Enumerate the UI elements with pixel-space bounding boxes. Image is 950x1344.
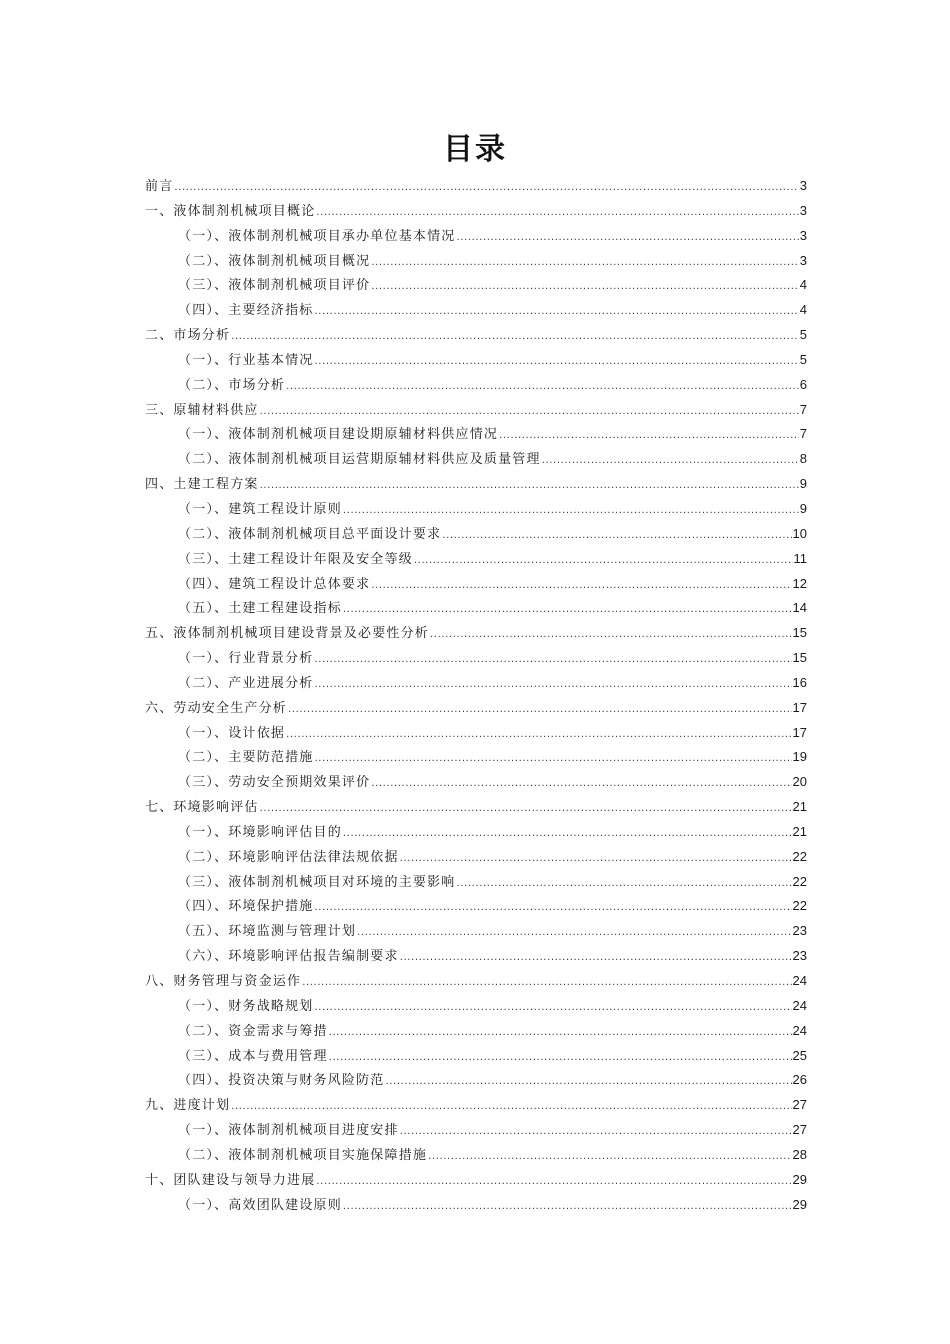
toc-entry-title: （二）、环境影响评估法律法规依据 (178, 849, 399, 865)
toc-entry-title: 前言 (145, 179, 174, 194)
toc-section-entry[interactable] (145, 621, 807, 646)
toc-entry-title: （五）、土建工程建设指标 (178, 601, 342, 617)
toc-subsection-entry[interactable] (145, 870, 807, 895)
toc-subsection-entry[interactable] (145, 721, 807, 746)
toc-page-number: 7 (799, 401, 807, 417)
toc-entry-title: （一）、液体制剂机械项目建设期原辅材料供应情况 (178, 427, 499, 443)
toc-section-entry[interactable] (145, 795, 807, 820)
toc-dot-leader (302, 971, 791, 996)
toc-subsection-entry[interactable] (145, 770, 807, 795)
toc-dot-leader (315, 896, 792, 921)
toc-subsection-entry[interactable] (145, 547, 807, 572)
toc-page-number: 8 (799, 451, 807, 467)
toc-entry-title: （三）、成本与费用管理 (178, 1048, 328, 1064)
toc-entry-title: （三）、土建工程设计年限及安全等级 (178, 551, 413, 567)
toc-section-entry[interactable] (145, 1168, 807, 1193)
table-of-contents (145, 174, 807, 1217)
toc-page-number: 3 (799, 252, 807, 268)
toc-dot-leader (357, 921, 791, 946)
toc-subsection-entry[interactable] (145, 447, 807, 472)
toc-page-number: 27 (792, 1122, 807, 1138)
toc-dot-leader (371, 275, 798, 300)
toc-section-entry[interactable] (145, 1093, 807, 1118)
toc-dot-leader (315, 996, 792, 1021)
toc-entry-title: （一）、液体制剂机械项目承办单位基本情况 (178, 228, 456, 244)
toc-subsection-entry[interactable] (145, 944, 807, 969)
toc-page-number: 26 (792, 1072, 807, 1088)
toc-dot-leader (499, 424, 799, 449)
toc-dot-leader (442, 524, 791, 549)
toc-entry-title: （四）、主要经济指标 (178, 303, 314, 319)
toc-entry-title: （四）、环境保护措施 (178, 899, 314, 915)
toc-entry-title: （一）、设计依据 (178, 725, 286, 741)
toc-entry-title: （二）、主要防范措施 (178, 750, 314, 766)
toc-page-number: 23 (792, 923, 807, 939)
toc-page-number: 15 (792, 650, 807, 666)
toc-section-entry[interactable] (145, 696, 807, 721)
toc-section-entry[interactable] (145, 472, 807, 497)
toc-dot-leader (414, 549, 793, 574)
toc-dot-leader (371, 772, 791, 797)
toc-dot-leader (231, 325, 799, 350)
toc-entry-title: （二）、液体制剂机械项目实施保障措施 (178, 1147, 428, 1163)
toc-dot-leader (315, 648, 792, 673)
toc-entry-title: （一）、环境影响评估目的 (178, 824, 342, 840)
toc-dot-leader (329, 1021, 792, 1046)
toc-subsection-entry[interactable] (145, 348, 807, 373)
toc-page-number: 17 (792, 724, 807, 740)
toc-subsection-entry[interactable] (145, 273, 807, 298)
toc-page-number: 6 (799, 376, 807, 392)
toc-dot-leader (316, 1170, 791, 1195)
toc-section-entry[interactable] (145, 174, 807, 199)
toc-page-number: 17 (792, 699, 807, 715)
toc-subsection-entry[interactable] (145, 845, 807, 870)
toc-entry-title: （二）、液体制剂机械项目概况 (178, 253, 371, 269)
toc-dot-leader (343, 598, 792, 623)
toc-page-number: 25 (792, 1047, 807, 1063)
toc-dot-leader (343, 822, 792, 847)
toc-dot-leader (343, 1195, 792, 1220)
toc-entry-title: （一）、建筑工程设计原则 (178, 501, 342, 517)
toc-page-number: 22 (792, 898, 807, 914)
toc-subsection-entry[interactable] (145, 596, 807, 621)
toc-entry-title: （二）、液体制剂机械项目总平面设计要求 (178, 526, 442, 542)
toc-entry-title: （二）、资金需求与筹措 (178, 1023, 328, 1039)
toc-subsection-entry[interactable] (145, 745, 807, 770)
toc-entry-title: （二）、市场分析 (178, 377, 286, 393)
toc-entry-title: （一）、财务战略规划 (178, 998, 314, 1014)
toc-dot-leader (315, 350, 799, 375)
page-title: 目录 (443, 132, 507, 167)
toc-page-number: 9 (799, 500, 807, 516)
toc-page-number: 23 (792, 948, 807, 964)
toc-entry-title: （三）、液体制剂机械项目对环境的主要影响 (178, 874, 456, 890)
toc-entry-title: （四）、建筑工程设计总体要求 (178, 576, 371, 592)
toc-subsection-entry[interactable] (145, 894, 807, 919)
toc-entry-title: 十、团队建设与领导力进展 (145, 1172, 316, 1188)
toc-page-number: 21 (792, 823, 807, 839)
toc-dot-leader (315, 673, 792, 698)
toc-entry-title: 三、原辅材料供应 (145, 402, 259, 418)
toc-page-number: 20 (792, 774, 807, 790)
toc-page-number: 7 (799, 426, 807, 442)
toc-subsection-entry[interactable] (145, 1044, 807, 1069)
toc-section-entry[interactable] (145, 969, 807, 994)
toc-subsection-entry[interactable] (145, 298, 807, 323)
toc-entry-title: （六）、环境影响评估报告编制要求 (178, 949, 399, 965)
toc-subsection-entry[interactable] (145, 1019, 807, 1044)
toc-entry-title: （一）、行业基本情况 (178, 352, 314, 368)
toc-page-number: 4 (799, 277, 807, 293)
toc-page-number: 12 (792, 575, 807, 591)
toc-subsection-entry[interactable] (145, 646, 807, 671)
toc-dot-leader (260, 474, 799, 499)
toc-page-number: 29 (792, 1196, 807, 1212)
toc-subsection-entry[interactable] (145, 1068, 807, 1093)
toc-page-number: 3 (799, 227, 807, 243)
toc-entry-title: 一、液体制剂机械项目概论 (145, 203, 316, 219)
toc-subsection-entry[interactable] (145, 820, 807, 845)
toc-dot-leader (316, 201, 798, 226)
toc-dot-leader (286, 375, 799, 400)
toc-subsection-entry[interactable] (145, 422, 807, 447)
toc-page-number: 5 (799, 351, 807, 367)
toc-dot-leader (386, 1070, 792, 1095)
toc-page-number: 4 (799, 302, 807, 318)
toc-page-number: 11 (793, 550, 807, 566)
toc-page-number: 10 (792, 525, 807, 541)
toc-page-number: 24 (792, 997, 807, 1013)
toc-dot-leader (428, 1145, 791, 1170)
toc-entry-title: 四、土建工程方案 (145, 477, 259, 493)
toc-entry-title: （一）、高效团队建设原则 (178, 1197, 342, 1213)
toc-page-number: 24 (792, 973, 807, 988)
toc-entry-title: （二）、产业进展分析 (178, 675, 314, 691)
toc-page-number: 22 (792, 848, 807, 864)
toc-subsection-entry[interactable] (145, 249, 807, 274)
toc-page-number: 19 (792, 749, 807, 765)
toc-entry-title: 二、市场分析 (145, 328, 231, 344)
toc-subsection-entry[interactable] (145, 1118, 807, 1143)
toc-page-number: 29 (792, 1171, 807, 1187)
toc-page-number: 28 (792, 1146, 807, 1162)
toc-dot-leader (457, 872, 792, 897)
toc-entry-title: （四）、投资决策与财务风险防范 (178, 1073, 385, 1089)
toc-section-entry[interactable] (145, 199, 807, 224)
toc-entry-title: （一）、行业背景分析 (178, 651, 314, 667)
toc-page-number: 3 (799, 178, 807, 193)
toc-page-number: 22 (792, 873, 807, 889)
toc-entry-title: （三）、劳动安全预期效果评价 (178, 775, 371, 791)
toc-entry-title: 八、财务管理与资金运作 (145, 974, 302, 989)
toc-section-entry[interactable] (145, 323, 807, 348)
toc-entry-title: （三）、液体制剂机械项目评价 (178, 278, 371, 294)
toc-page-number: 5 (799, 327, 807, 343)
toc-entry-title: （一）、液体制剂机械项目进度安排 (178, 1123, 399, 1139)
toc-page-number: 9 (799, 476, 807, 492)
toc-dot-leader (329, 1046, 792, 1071)
toc-dot-leader (343, 499, 799, 524)
toc-dot-leader (174, 176, 798, 201)
toc-entry-title: （二）、液体制剂机械项目运营期原辅材料供应及质量管理 (178, 452, 541, 468)
toc-dot-leader (400, 847, 792, 872)
toc-dot-leader (286, 723, 791, 748)
toc-subsection-entry[interactable] (145, 671, 807, 696)
toc-subsection-entry[interactable] (145, 373, 807, 398)
toc-subsection-entry[interactable] (145, 224, 807, 249)
toc-dot-leader (400, 946, 792, 971)
toc-page-number: 24 (792, 1022, 807, 1038)
toc-subsection-entry[interactable] (145, 572, 807, 597)
toc-dot-leader (457, 226, 799, 251)
toc-entry-title: 九、进度计划 (145, 1098, 231, 1114)
toc-dot-leader (400, 1120, 792, 1145)
toc-entry-title: 六、劳动安全生产分析 (145, 700, 288, 716)
toc-dot-leader (260, 797, 792, 822)
toc-subsection-entry[interactable] (145, 1143, 807, 1168)
toc-page-number: 16 (792, 674, 807, 690)
toc-subsection-entry[interactable] (145, 497, 807, 522)
toc-dot-leader (288, 698, 792, 723)
toc-subsection-entry[interactable] (145, 1193, 807, 1218)
toc-dot-leader (315, 300, 799, 325)
toc-section-entry[interactable] (145, 398, 807, 423)
toc-subsection-entry[interactable] (145, 522, 807, 547)
toc-entry-title: 七、环境影响评估 (145, 800, 259, 816)
toc-dot-leader (371, 251, 798, 276)
toc-dot-leader (260, 400, 799, 425)
toc-page-number: 14 (792, 600, 807, 616)
toc-page-number: 27 (792, 1097, 807, 1113)
toc-subsection-entry[interactable] (145, 919, 807, 944)
toc-dot-leader (371, 574, 791, 599)
toc-dot-leader (542, 449, 799, 474)
toc-page-number: 15 (792, 625, 807, 641)
toc-subsection-entry[interactable] (145, 994, 807, 1019)
toc-entry-title: 五、液体制剂机械项目建设背景及必要性分析 (145, 626, 430, 642)
toc-dot-leader (430, 623, 792, 648)
toc-page-number: 21 (792, 799, 807, 815)
toc-page-number: 3 (799, 202, 807, 218)
toc-entry-title: （五）、环境监测与管理计划 (178, 924, 357, 940)
toc-dot-leader (231, 1095, 791, 1120)
toc-dot-leader (315, 747, 792, 772)
